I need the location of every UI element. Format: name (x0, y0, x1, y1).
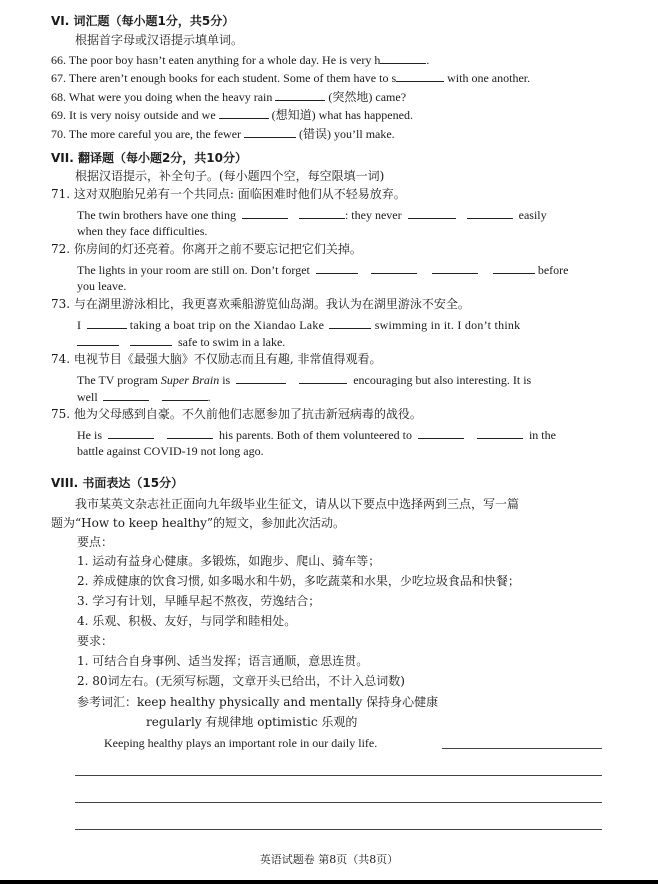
question-69-text: 69. It is very noisy outside and we (51, 108, 219, 122)
answer-blank[interactable] (162, 388, 208, 401)
answer-blank[interactable] (329, 316, 371, 329)
question-75-text: He is (77, 428, 102, 442)
question-75-text-2: his parents. Both of them volunteered to (219, 428, 412, 442)
vocab-line-2: regularly 有规律地 optimistic 乐观的 (146, 715, 358, 729)
question-72-chinese: 72. 你房间的灯还亮着。你离开之前不要忘记把它们关掉。 (51, 242, 362, 256)
section-7-title: VII. 翻译题（每小题2分，共10分） (51, 151, 248, 165)
requirement-item: 1. 可结合自身事例、适当发挥；语言通顺，意思连贯。 (77, 654, 369, 668)
writing-line[interactable] (75, 802, 602, 803)
writing-line[interactable] (75, 775, 602, 776)
point-item: 3. 学习有计划，早睡早起不熬夜，劳逸结合； (77, 594, 321, 608)
question-72-text: The lights in your room are still on. Don’t forget (77, 263, 310, 277)
answer-blank[interactable] (299, 206, 345, 219)
answer-blank[interactable] (275, 88, 325, 101)
answer-blank[interactable] (396, 69, 444, 82)
question-73-text-3: swimming in it. I don’t think (374, 318, 521, 332)
vocab-line-1: 参考词汇：keep healthy physically and mentally 保持身心健康 (77, 695, 439, 709)
writing-prompt-line-2: 题为“How to keep healthy”的短文，参加此次活动。 (51, 516, 346, 530)
question-72-line-2: you leave. (77, 279, 127, 293)
answer-blank[interactable] (408, 206, 456, 219)
question-73-text-2: taking a boat trip on the Xiandao Lake (129, 318, 325, 332)
question-73-text: I (77, 318, 82, 332)
question-69 (51, 106, 413, 123)
section-7-instruction: 根据汉语提示，补全句子。(每小题四个空，每空限填一词) (75, 169, 385, 183)
question-69-end: (想知道) what has happened. (268, 108, 413, 122)
answer-blank[interactable] (418, 426, 464, 439)
question-73-text-4: safe to swim in a lake. (178, 335, 286, 349)
answer-blank[interactable] (432, 261, 478, 274)
question-67-end: with one another. (444, 71, 531, 85)
question-66-end: . (426, 53, 430, 67)
program-title: Super Brain (160, 373, 220, 387)
question-73-line-2 (77, 333, 285, 350)
answer-blank[interactable] (299, 371, 347, 384)
question-72-line-1 (77, 261, 569, 278)
point-item: 1. 运动有益身心健康。多锻炼，如跑步、爬山、骑车等； (77, 554, 381, 568)
question-67 (51, 69, 530, 86)
answer-blank[interactable] (380, 51, 426, 64)
question-72-text-2: before (537, 263, 569, 277)
answer-blank[interactable] (242, 206, 288, 219)
question-74-text-4: well (77, 390, 98, 404)
question-70 (51, 125, 395, 142)
question-75-chinese: 75. 他为父母感到自豪。不久前他们志愿参加了抗击新冠病毒的战役。 (51, 407, 422, 421)
answer-blank[interactable] (236, 371, 286, 384)
answer-blank[interactable] (244, 125, 296, 138)
answer-blank[interactable] (87, 316, 127, 329)
point-item: 4. 乐观、积极、友好，与同学和睦相处。 (77, 614, 297, 628)
question-75-line-2: battle against COVID-19 not long ago. (77, 444, 264, 458)
answer-blank[interactable] (167, 426, 213, 439)
question-74-chinese: 74. 电视节目《最强大脑》不仅励志而且有趣, 非常值得观看。 (51, 352, 382, 366)
page-footer: 英语试题卷 第8页（共8页） (259, 853, 399, 866)
question-68 (51, 88, 406, 105)
answer-blank[interactable] (493, 261, 535, 274)
question-71-text-2: : they never (344, 208, 402, 222)
answer-blank[interactable] (371, 261, 417, 274)
essay-opening: Keeping healthy plays an important role in our daily life. (104, 736, 378, 750)
answer-blank[interactable] (316, 261, 358, 274)
question-66-text: 66. The poor boy hasn’t eaten anything for a whole day. He is very h (51, 53, 381, 67)
question-74-text-3: encouraging but also interesting. It is (353, 373, 532, 387)
question-75-line-1 (77, 426, 556, 443)
answer-blank[interactable] (477, 426, 523, 439)
question-71-text: The twin brothers have one thing (77, 208, 236, 222)
question-74-line-2 (77, 388, 211, 405)
question-71-line-1 (77, 206, 547, 223)
section-6-instruction: 根据首字母或汉语提示填单词。 (75, 33, 244, 47)
answer-blank[interactable] (130, 333, 172, 346)
requirement-item: 2. 80词左右。(无须写标题，文章开头已给出，不计入总词数) (77, 674, 405, 688)
question-74-end: . (207, 390, 211, 404)
question-73-chinese: 73. 与在湖里游泳相比，我更喜欢乘船游览仙岛湖。我认为在湖里游泳不安全。 (51, 297, 470, 311)
section-6-title: VI. 词汇题（每小题1分，共5分） (51, 14, 235, 28)
answer-blank[interactable] (219, 106, 269, 119)
answer-blank[interactable] (467, 206, 513, 219)
question-73-line-1 (77, 316, 520, 333)
question-68-text: 68. What were you doing when the heavy rain (51, 90, 276, 104)
writing-line[interactable] (75, 829, 602, 830)
question-71-chinese: 71. 这对双胞胎兄弟有一个共同点: 面临困难时他们从不轻易放弃。 (51, 187, 406, 201)
question-66 (51, 51, 429, 68)
writing-prompt-line-1: 我市某英文杂志社正面向九年级毕业生征文，请从以下要点中选择两到三点，写一篇 (75, 497, 520, 511)
point-item: 2. 养成健康的饮食习惯, 如多喝水和牛奶，多吃蔬菜和水果，少吃垃圾食品和快餐； (77, 574, 520, 588)
answer-blank[interactable] (108, 426, 154, 439)
question-74-line-1 (77, 371, 531, 388)
points-label: 要点： (77, 535, 114, 549)
question-70-text: 70. The more careful you are, the fewer (51, 127, 245, 141)
question-71-line-2: when they face difficulties. (77, 224, 208, 238)
question-75-text-3: in the (528, 428, 556, 442)
question-68-end: (突然地) came? (325, 90, 407, 104)
writing-line[interactable] (442, 748, 602, 749)
requirements-label: 要求： (77, 634, 114, 648)
question-74-text: The TV program (77, 373, 161, 387)
section-8-title: VIII. 书面表达（15分） (51, 476, 184, 490)
bottom-border (0, 880, 658, 884)
question-74-text-2: is (219, 373, 231, 387)
answer-blank[interactable] (77, 333, 119, 346)
question-70-end: (错误) you’ll make. (296, 127, 395, 141)
answer-blank[interactable] (103, 388, 149, 401)
question-71-text-3: easily (518, 208, 547, 222)
question-67-text: 67. There aren’t enough books for each student. Some of them have to s (51, 71, 397, 85)
